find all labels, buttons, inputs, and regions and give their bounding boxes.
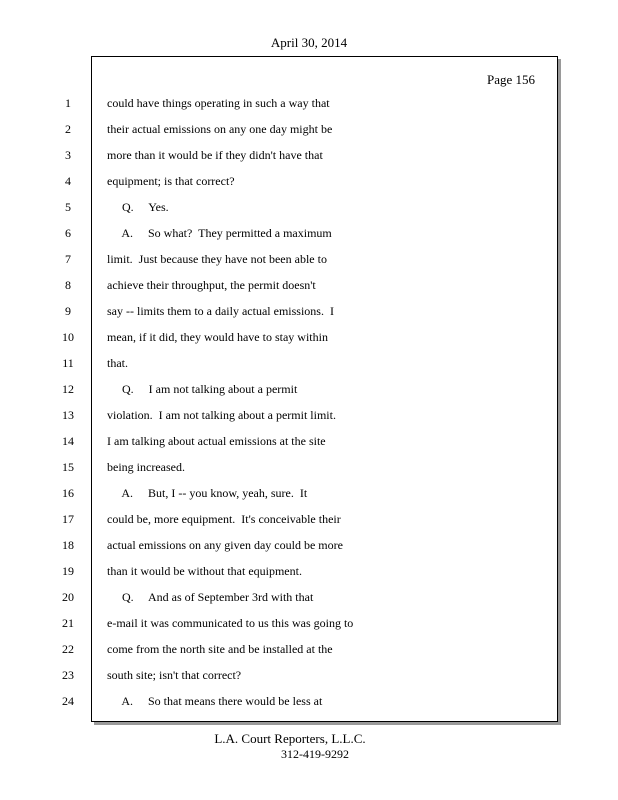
line-number: 4: [65, 174, 71, 188]
line-number: 21: [62, 616, 74, 630]
transcript-line: Q. I am not talking about a permit: [107, 382, 298, 396]
transcript-line: than it would be without that equipment.: [107, 564, 302, 578]
transcript-line: their actual emissions on any one day might be: [107, 122, 333, 136]
line-number: 20: [62, 590, 74, 604]
transcript-line: Q. Yes.: [107, 200, 169, 214]
transcript-line: actual emissions on any given day could be more: [107, 538, 343, 552]
line-number: 18: [62, 538, 74, 552]
transcript-body: [107, 90, 353, 714]
transcript-line: A. So what? They permitted a maximum: [107, 226, 332, 240]
line-number: 6: [65, 226, 71, 240]
line-number: 12: [62, 382, 74, 396]
transcript-line: achieve their throughput, the permit doesn't: [107, 278, 316, 292]
line-number: 15: [62, 460, 74, 474]
line-number: 10: [62, 330, 74, 344]
transcript-line: more than it would be if they didn't have that: [107, 148, 323, 162]
line-number: 23: [62, 668, 74, 682]
line-number: 16: [62, 486, 74, 500]
transcript-line: come from the north site and be installed at the: [107, 642, 333, 656]
transcript-line: limit. Just because they have not been able to: [107, 252, 327, 266]
transcript-line: A. So that means there would be less at: [107, 694, 323, 708]
transcript-line: could have things operating in such a way that: [107, 96, 330, 110]
line-number: 11: [62, 356, 74, 370]
footer-phone: 312-419-9292: [281, 747, 349, 761]
transcript-line: that.: [107, 356, 128, 370]
line-number: 3: [65, 148, 71, 162]
line-number: 5: [65, 200, 71, 214]
transcript-line: mean, if it did, they would have to stay within: [107, 330, 328, 344]
line-number: 14: [62, 434, 74, 448]
line-number: 7: [65, 252, 71, 266]
line-number-column: [55, 90, 81, 714]
page-number: Page 156: [487, 72, 536, 87]
footer-company: L.A. Court Reporters, L.L.C.: [214, 731, 366, 746]
line-number: 22: [62, 642, 74, 656]
transcript-line: say -- limits them to a daily actual emissions. I: [107, 304, 334, 318]
line-number: 19: [62, 564, 74, 578]
transcript-line: south site; isn't that correct?: [107, 668, 242, 682]
line-number: 2: [65, 122, 71, 136]
transcript-line: equipment; is that correct?: [107, 174, 235, 188]
transcript-line: violation. I am not talking about a permit limit.: [107, 408, 336, 422]
line-number: 9: [65, 304, 71, 318]
transcript-line: Q. And as of September 3rd with that: [107, 590, 314, 604]
transcript-line: being increased.: [107, 460, 185, 474]
line-number: 17: [62, 512, 74, 526]
header-date: April 30, 2014: [270, 35, 348, 50]
line-number: 13: [62, 408, 74, 422]
line-number: 1: [65, 96, 71, 110]
line-number: 8: [65, 278, 71, 292]
transcript-line: could be, more equipment. It's conceivable their: [107, 512, 341, 526]
line-number: 24: [62, 694, 74, 708]
transcript-line: I am talking about actual emissions at the site: [107, 434, 326, 448]
transcript-line: A. But, I -- you know, yeah, sure. It: [107, 486, 308, 500]
transcript-line: e-mail it was communicated to us this was going to: [107, 616, 354, 630]
